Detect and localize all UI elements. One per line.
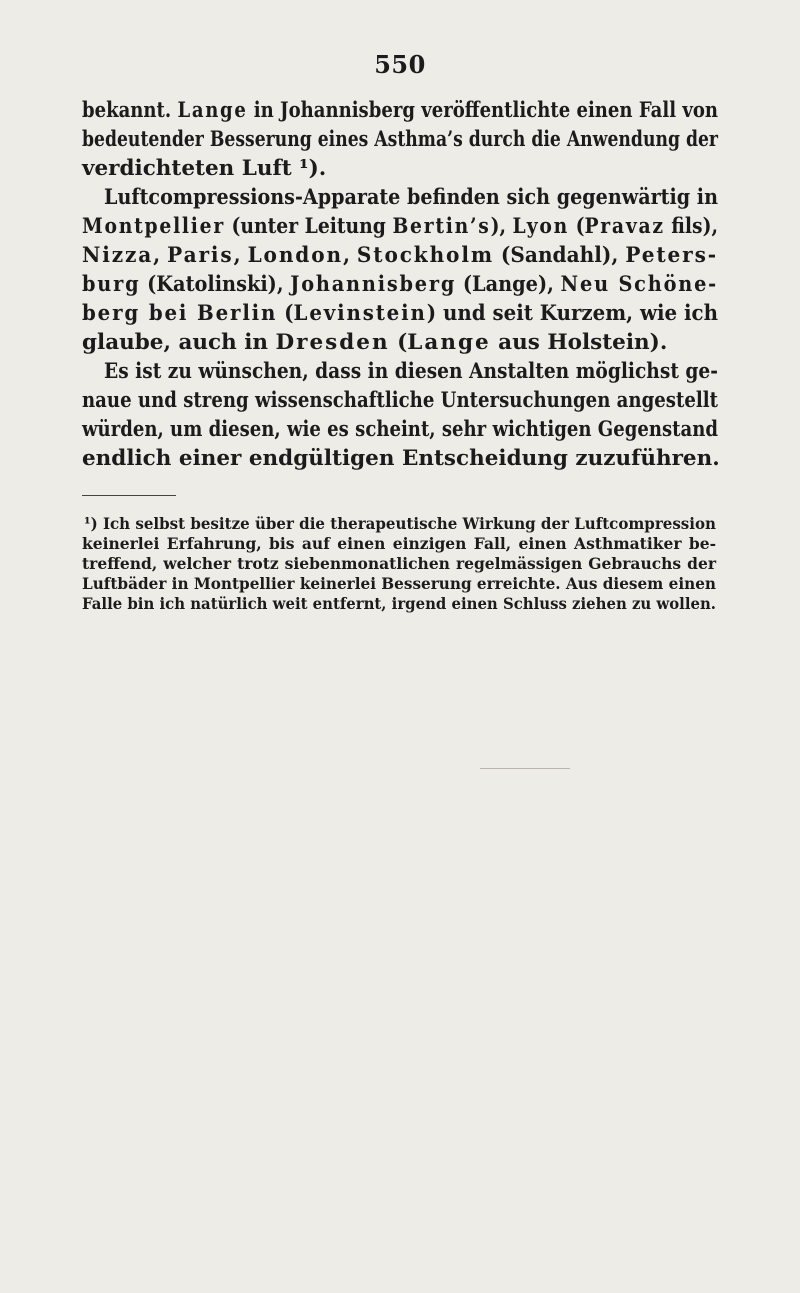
footnote-line: keinerlei Erfahrung, bis auf einen einzigen Fall, einen Asthmatiker be- [82,534,716,553]
spaced-emphasis: Dresden [275,330,390,355]
text-line: Nizza, Paris, London, Stockholm (Sandahl), Peters- [82,243,718,268]
text-line: bekannt. Lange in Johannisberg veröffentlichte einen Fall von [82,98,718,123]
footnote-line: Luftbäder in Montpellier keinerlei Besserung erreichte. Aus diesem einen [82,574,716,593]
footnote-line: Falle bin ich natürlich weit entfernt, irgend einen Schluss ziehen zu wollen. [82,594,716,613]
spaced-emphasis: Stockholm [356,243,494,268]
spaced-emphasis: Levinstein [293,301,427,326]
faint-divider [480,768,570,769]
spaced-emphasis: burg [82,272,141,297]
footnote-line: ¹) Ich selbst besitze über die therapeutische Wirkung der Luftcompression [84,514,716,533]
text-line: Montpellier (unter Leitung Bertin’s), Lyon (Pravaz fils), [82,214,718,239]
spaced-emphasis: Nizza [82,243,154,268]
spaced-emphasis: berg bei Berlin [82,301,278,326]
text-line: Es ist zu wünschen, dass in diesen Anstalten möglichst ge- [104,359,718,384]
text-line: glaube, auch in Dresden (Lange aus Holstein). [82,330,668,355]
spaced-emphasis: Lyon [512,214,570,239]
spaced-emphasis: Neu Schöne- [560,272,718,297]
spaced-emphasis: London [247,243,343,268]
text-line: berg bei Berlin (Levinstein) und seit Kurzem, wie ich [82,301,718,326]
spaced-emphasis: Montpellier [82,214,225,239]
text-line: Luftcompressions-Apparate befinden sich gegenwärtig in [104,185,718,210]
text-line: burg (Katolinski), Johannisberg (Lange), Neu Schöne- [82,272,718,297]
spaced-emphasis: Peters- [625,243,718,268]
text-line: naue und streng wissenschaftliche Untersuchungen angestellt [82,388,718,413]
footnote-separator [82,495,176,496]
page-number: 550 [374,50,426,79]
text-line: würden, um diesen, wie es scheint, sehr wichtigen Gegenstand [82,417,718,442]
spaced-emphasis: Paris [167,243,234,268]
spaced-emphasis: Johannisberg [290,272,457,297]
text-line: endlich einer endgültigen Entscheidung zuzuführen. [82,446,720,471]
spaced-emphasis: Lange [407,330,491,355]
text-line: bedeutender Besserung eines Asthma’s durch die Anwendung der [82,127,718,152]
footnote-line: treffend, welcher trotz siebenmonatlichen regelmässigen Gebrauchs der [82,554,716,573]
text-line: verdichteten Luft ¹). [82,156,327,181]
spaced-emphasis: Pravaz [584,214,665,239]
spaced-emphasis: Lange [177,98,248,123]
spaced-emphasis: Bertin’s [392,214,491,239]
